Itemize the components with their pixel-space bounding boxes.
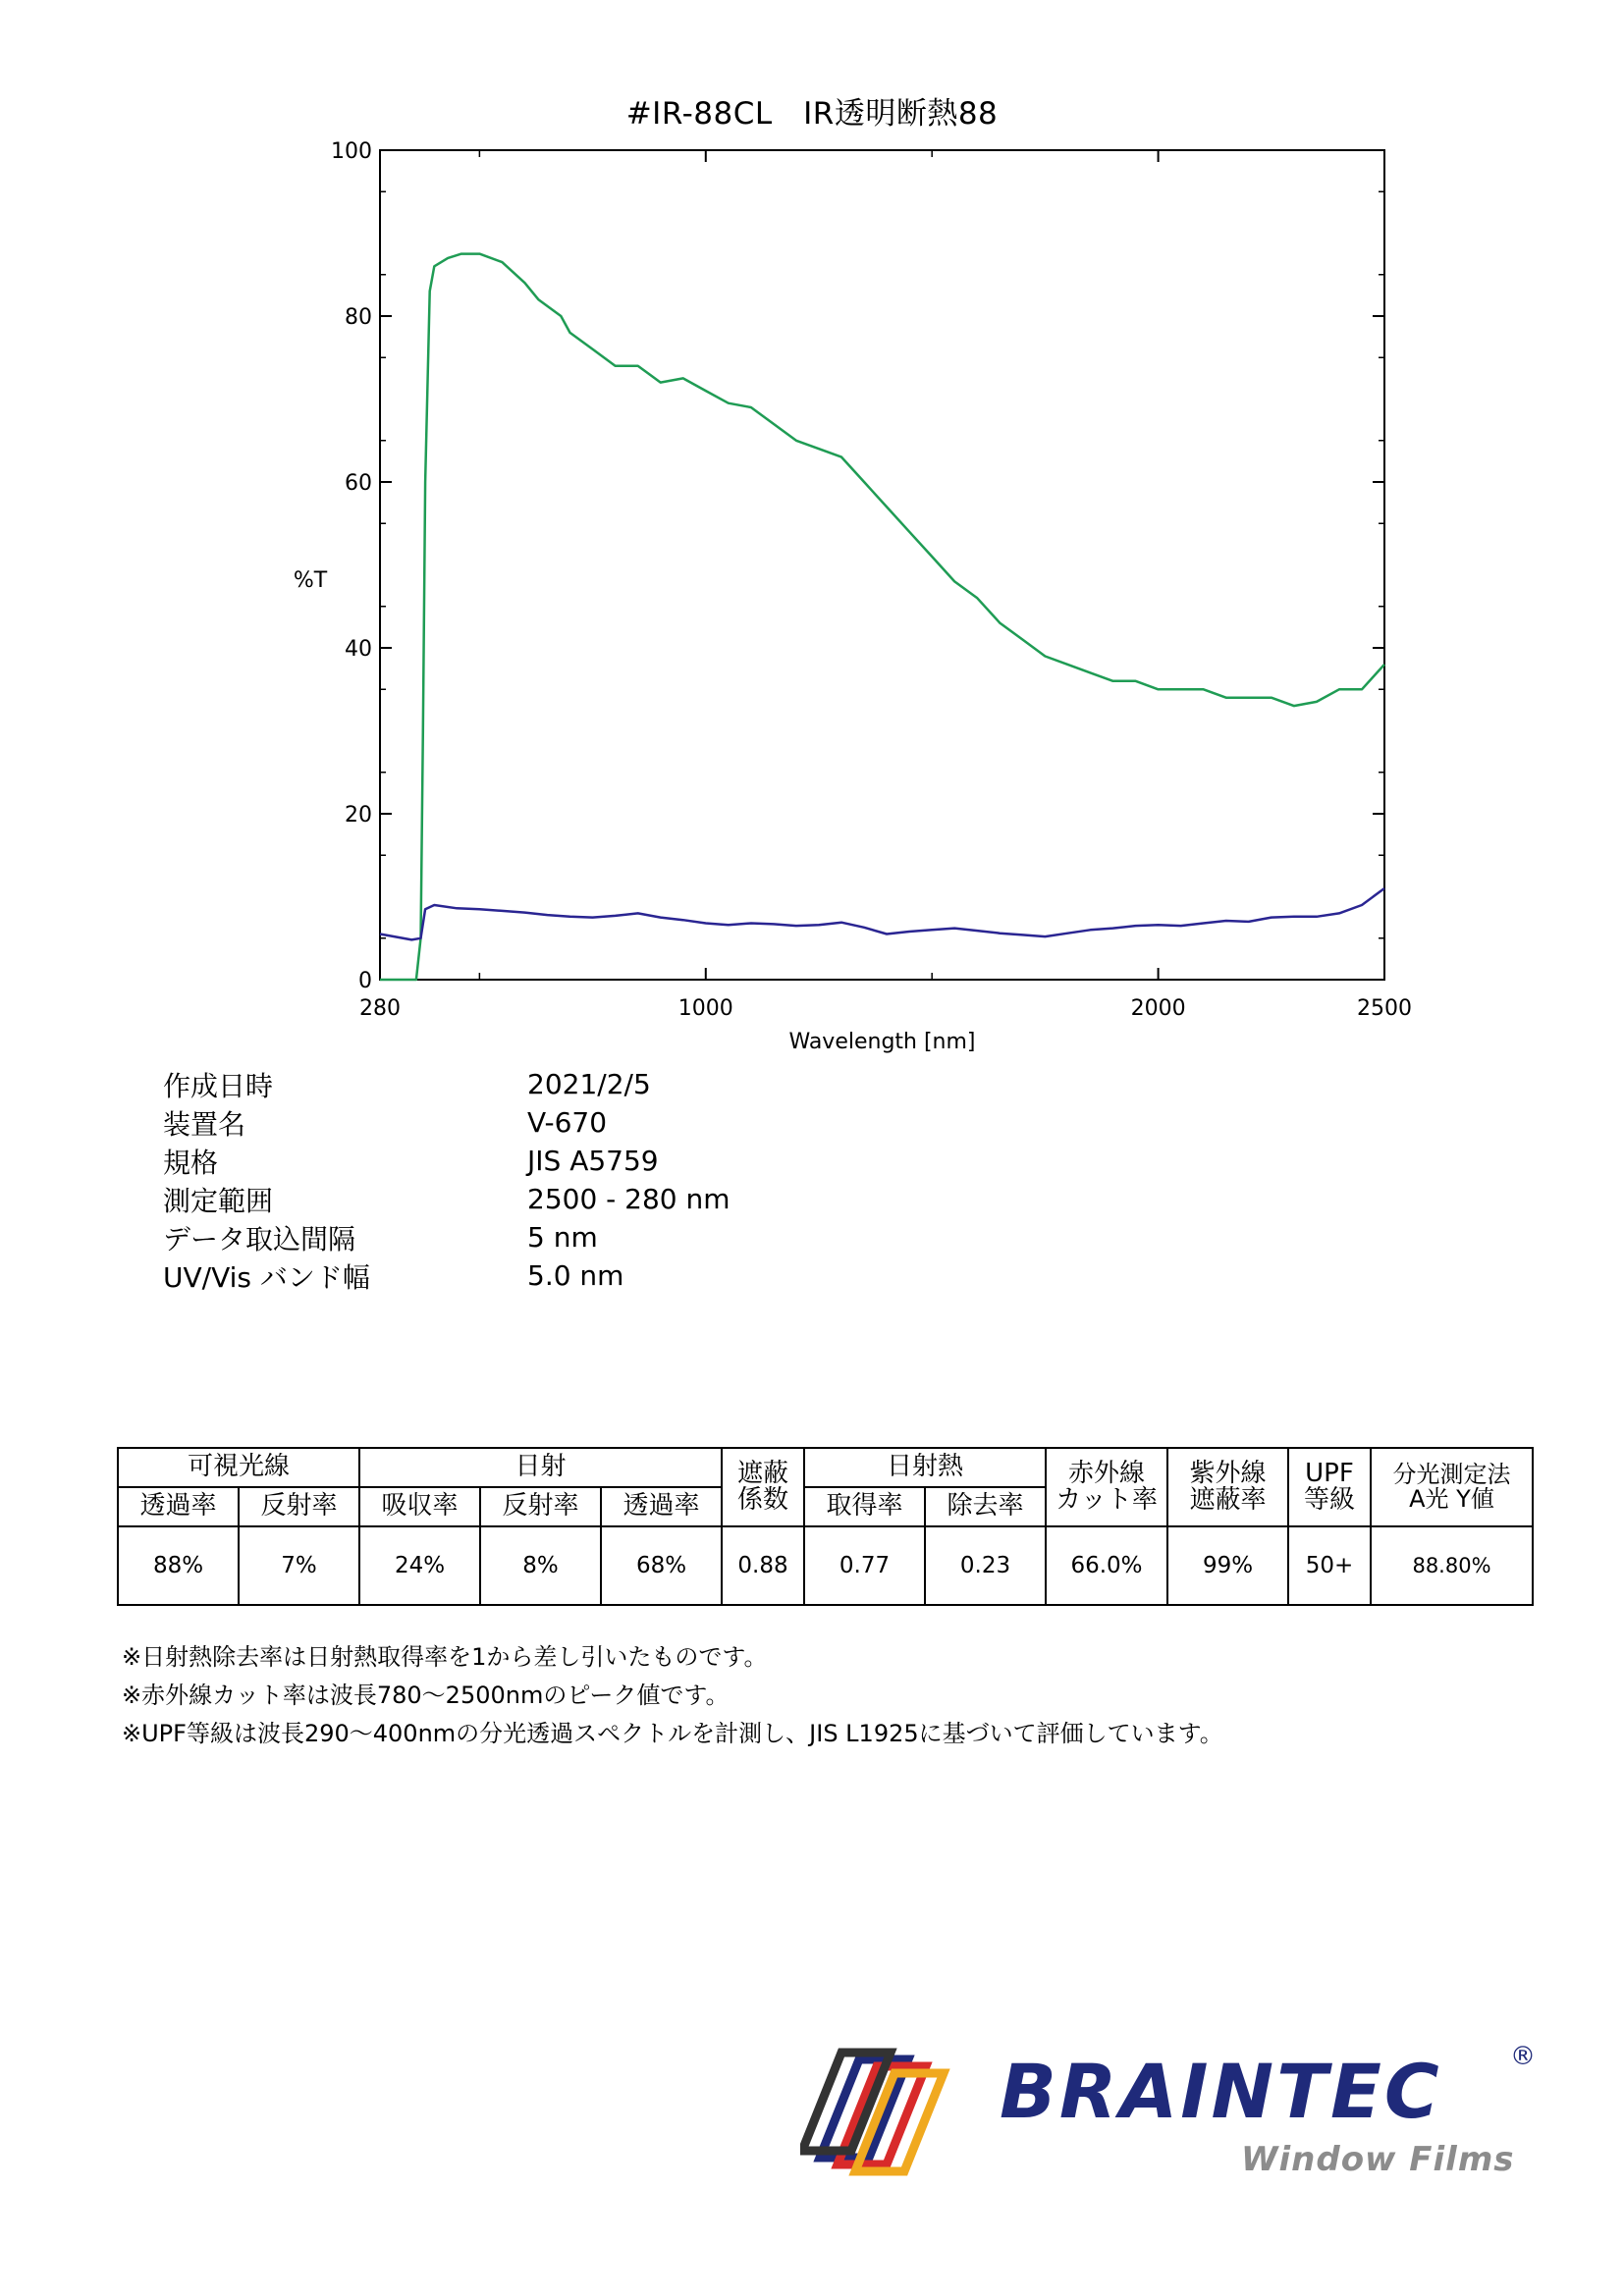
info-value: 5 nm xyxy=(527,1221,598,1254)
info-value: V-670 xyxy=(527,1106,608,1139)
subheader-solar-transmittance: 透過率 xyxy=(601,1487,722,1526)
header-solar-heat: 日射熱 xyxy=(804,1448,1046,1487)
info-row-interval xyxy=(163,1218,731,1256)
logo-tagline: Window Films xyxy=(1241,2140,1515,2179)
subheader-visible-reflectance: 反射率 xyxy=(239,1487,359,1526)
value-solar-transmittance: 68% xyxy=(601,1526,722,1605)
subheader-solar-reflectance: 反射率 xyxy=(480,1487,601,1526)
info-value: 2021/2/5 xyxy=(527,1068,651,1100)
registered-mark: ® xyxy=(1510,2042,1536,2071)
value-upf: 50+ xyxy=(1288,1526,1371,1605)
x-tick-label: 2500 xyxy=(1357,996,1412,1021)
info-label: UV/Vis バンド幅 xyxy=(163,1260,370,1294)
header-upf: UPF 等級 xyxy=(1288,1448,1371,1526)
value-solar-absorptance: 24% xyxy=(359,1526,480,1605)
notes xyxy=(122,1637,1223,1752)
header-spectral: 分光測定法 A光 Y値 xyxy=(1371,1448,1533,1526)
y-tick-label: 60 xyxy=(345,471,372,496)
spectrum-chart xyxy=(0,0,1624,1055)
subheader-heat-removal: 除去率 xyxy=(925,1487,1046,1526)
info-label: データ取込間隔 xyxy=(163,1222,356,1255)
header-shading-coefficient: 遮蔽 係数 xyxy=(722,1448,804,1526)
info-row-bandwidth xyxy=(163,1256,731,1295)
header-uv-block: 紫外線 遮蔽率 xyxy=(1167,1448,1288,1526)
header-solar: 日射 xyxy=(359,1448,722,1487)
measurement-info xyxy=(163,1065,731,1295)
subheader-heat-gain: 取得率 xyxy=(804,1487,925,1526)
info-value: 5.0 nm xyxy=(527,1259,624,1292)
info-row-date xyxy=(163,1065,731,1103)
info-label: 測定範囲 xyxy=(163,1184,274,1217)
y-tick-label: 100 xyxy=(331,139,372,164)
info-label: 作成日時 xyxy=(163,1069,274,1102)
y-tick-label: 80 xyxy=(345,305,372,330)
value-heat-removal: 0.23 xyxy=(925,1526,1046,1605)
value-visible-reflectance: 7% xyxy=(239,1526,359,1605)
y-tick-label: 40 xyxy=(345,637,372,662)
series-line-1 xyxy=(380,888,1384,939)
table-header-row xyxy=(118,1448,1533,1487)
chart-title: #IR-88CL IR透明断熱88 xyxy=(625,96,999,132)
header-visible-light: 可視光線 xyxy=(118,1448,359,1487)
value-uv-block: 99% xyxy=(1167,1526,1288,1605)
note-ir-cut: ※赤外線カット率は波長780～2500nmのピーク値です。 xyxy=(122,1682,730,1709)
table-row xyxy=(118,1526,1533,1605)
value-heat-gain: 0.77 xyxy=(804,1526,925,1605)
header-ir-cut: 赤外線 カット率 xyxy=(1046,1448,1167,1526)
value-solar-reflectance: 8% xyxy=(480,1526,601,1605)
x-axis-label: Wavelength [nm] xyxy=(788,1030,976,1054)
info-row-range xyxy=(163,1180,731,1218)
info-row-standard xyxy=(163,1142,731,1180)
x-tick-label: 1000 xyxy=(677,996,733,1021)
x-tick-label: 2000 xyxy=(1130,996,1186,1021)
spec-table xyxy=(117,1447,1534,1606)
note-upf: ※UPF等級は波長290～400nmの分光透過スペクトルを計測し、JIS L1925に基づいて評価しています。 xyxy=(122,1720,1223,1747)
logo-wordmark: BRAINTEC xyxy=(1000,2048,1442,2135)
y-tick-label: 0 xyxy=(358,969,372,993)
info-value: JIS A5759 xyxy=(527,1145,659,1177)
plot-frame xyxy=(380,150,1384,980)
y-axis-label: %T xyxy=(293,568,328,593)
value-shading-coefficient: 0.88 xyxy=(722,1526,804,1605)
note-heat-removal: ※日射熱除去率は日射熱取得率を1から差し引いたものです。 xyxy=(122,1643,768,1671)
subheader-solar-absorptance: 吸収率 xyxy=(359,1487,480,1526)
info-row-instrument xyxy=(163,1103,731,1142)
value-ir-cut: 66.0% xyxy=(1046,1526,1167,1605)
y-tick-label: 20 xyxy=(345,803,372,828)
info-value: 2500 - 280 nm xyxy=(527,1183,731,1215)
subheader-visible-transmittance: 透過率 xyxy=(118,1487,239,1526)
info-label: 規格 xyxy=(163,1146,219,1179)
x-tick-label: 280 xyxy=(359,996,401,1021)
series-line-0 xyxy=(380,254,1384,980)
info-label: 装置名 xyxy=(163,1107,246,1141)
value-spectral: 88.80% xyxy=(1371,1526,1533,1605)
value-visible-transmittance: 88% xyxy=(118,1526,239,1605)
